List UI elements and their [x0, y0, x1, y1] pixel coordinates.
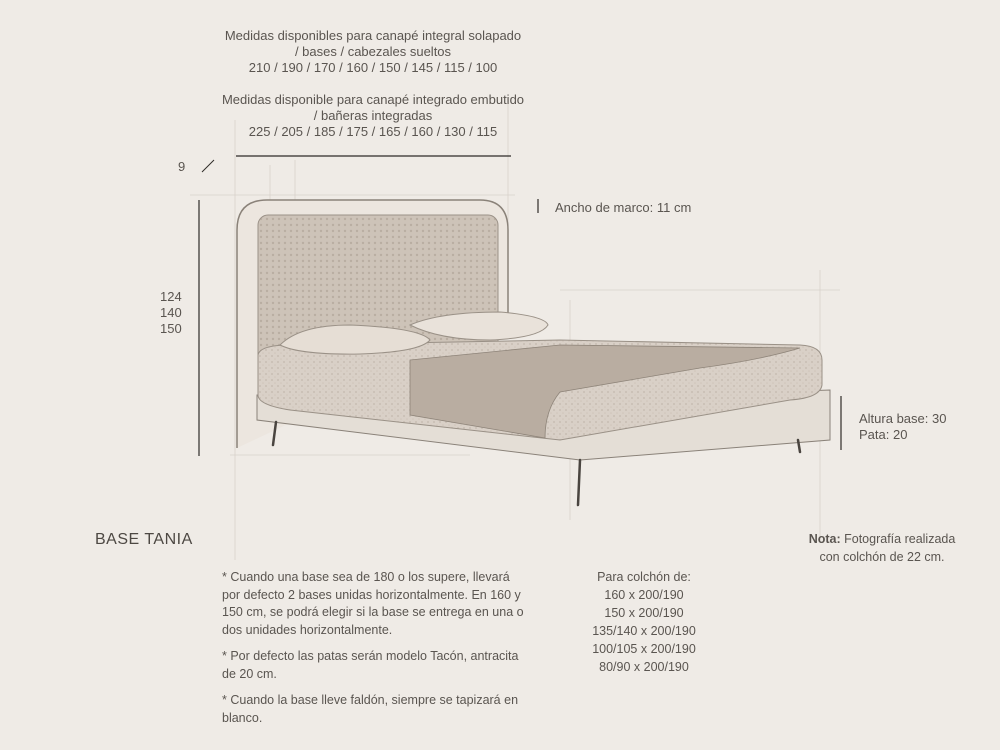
mattress-sizes — [580, 568, 708, 676]
depth-label: 9 — [178, 159, 186, 174]
note-text-1: Fotografía realizada — [844, 532, 956, 546]
embutido-sizes: 225 / 205 / 185 / 175 / 165 / 160 / 130 / 115 — [248, 124, 498, 139]
solapado-sizes: 210 / 190 / 170 / 160 / 150 / 145 / 115 / 100 — [248, 60, 498, 75]
note-line2: con colchón de 22 cm. — [819, 550, 945, 564]
solapado-block — [173, 28, 573, 76]
depth-tick — [202, 160, 214, 172]
mattress-size-item: 150 x 200/190 — [604, 606, 684, 620]
height-labels — [160, 289, 182, 337]
height-label-140: 140 — [160, 305, 182, 320]
note-paragraph-legs: * Por defecto las patas serán modelo Tacón, antracita de 20 cm. — [222, 649, 519, 681]
frame-width-label: Ancho de marco: 11 cm — [555, 200, 692, 215]
note-label: Nota: — [808, 532, 841, 546]
base-height-label: Altura base: 30 — [859, 411, 947, 426]
solapado-line1: Medidas disponibles para canapé integral solapado — [224, 28, 522, 43]
mattress-size-item: 135/140 x 200/190 — [592, 624, 696, 638]
embutido-line2: / bañeras integradas — [313, 108, 433, 123]
product-title: BASE TANIA — [95, 531, 193, 548]
height-label-124: 124 — [160, 289, 182, 304]
mattress-size-item: 160 x 200/190 — [604, 588, 684, 602]
notes-list — [222, 569, 527, 727]
solapado-line2: / bases / cabezales sueltos — [294, 44, 452, 59]
embutido-line1: Medidas disponible para canapé integrado embutido — [221, 92, 525, 107]
embutido-block — [173, 92, 573, 140]
mattress-size-item: 100/105 x 200/190 — [592, 642, 696, 656]
mattress-size-item: 80/90 x 200/190 — [599, 660, 689, 674]
mattress-heading: Para colchón de: — [597, 570, 691, 584]
leg-height-label: Pata: 20 — [859, 427, 908, 442]
photo-note — [796, 530, 968, 566]
height-label-150: 150 — [160, 321, 182, 336]
note-line1 — [796, 530, 968, 548]
base-leg-labels — [859, 411, 946, 443]
note-paragraph-bases: * Cuando una base sea de 180 o los supere, llevará por defecto 2 bases unidas horizontalmente. En 160 y 150 cm, se podrá elegir si la base se entrega en una o dos unidades horizontalmente. — [222, 570, 524, 637]
note-paragraph-skirt: * Cuando la base lleve faldón, siempre se tapizará en blanco. — [222, 693, 519, 725]
